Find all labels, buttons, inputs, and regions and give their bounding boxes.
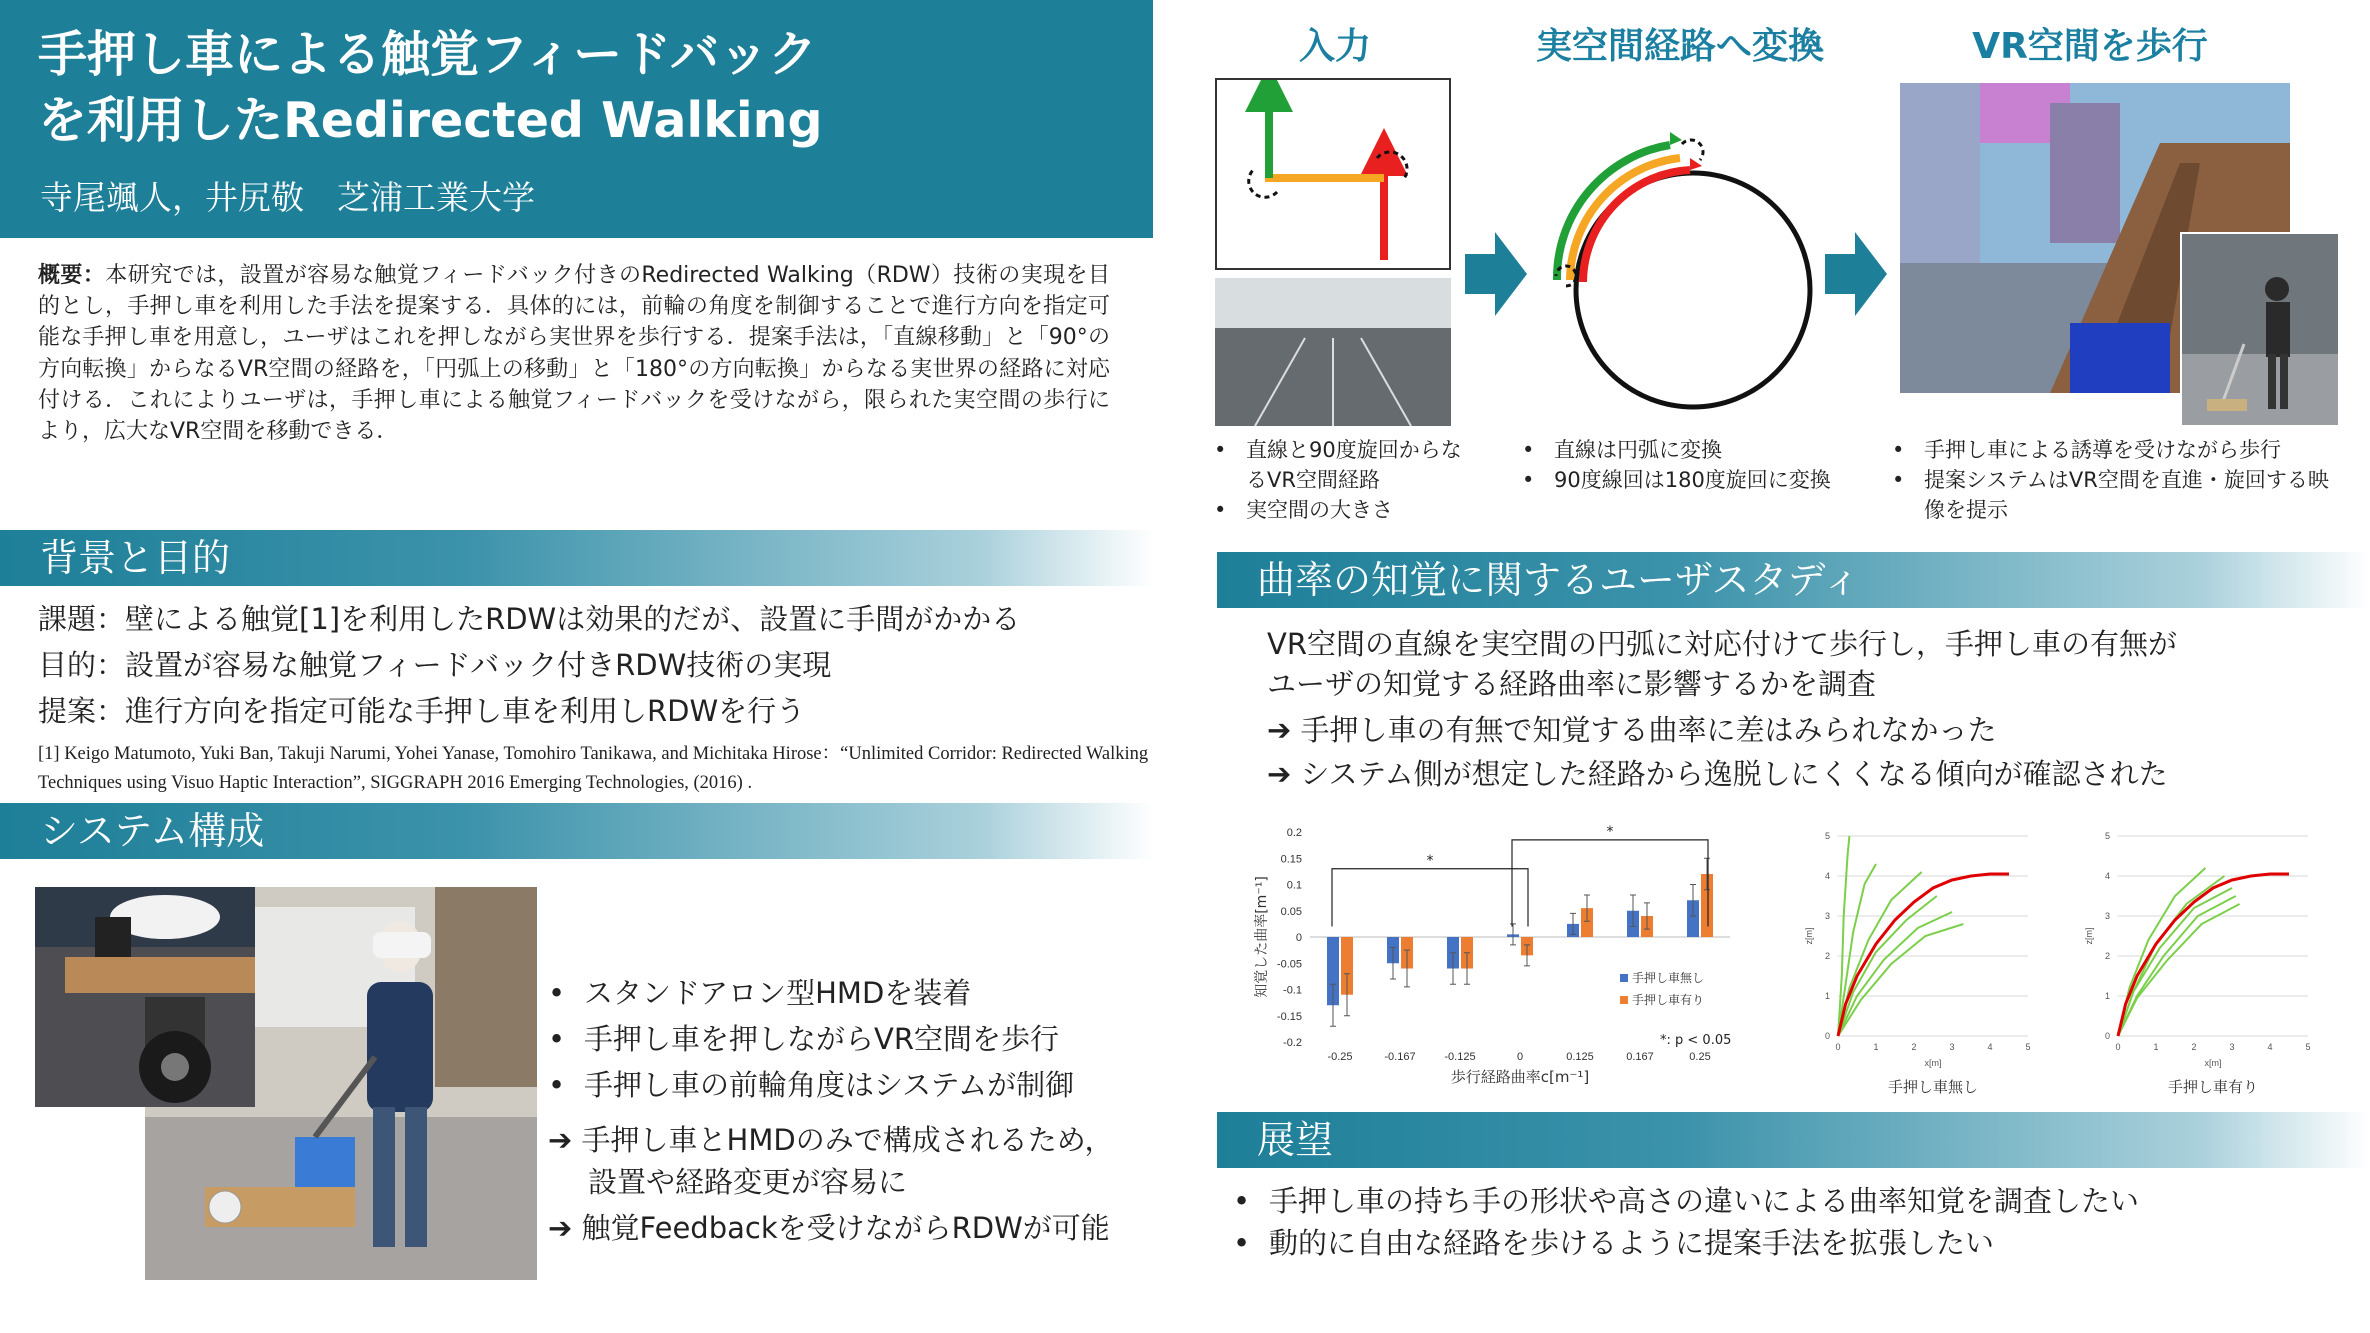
x-tick-label: 4 [2267,1042,2273,1052]
x-tick-label: 1 [2153,1042,2159,1052]
x-tick-label: -0.125 [1444,1051,1476,1063]
section-heading-outlook: 展望 [1217,1112,2370,1168]
y-tick-label: 2 [2104,951,2110,961]
y-tick-label: 3 [2104,911,2110,921]
parking-space-illustration [1215,278,1451,426]
y-tick-label: 4 [1824,871,1830,881]
significance-mark: * [1606,823,1614,840]
x-tick-label: 1 [1873,1042,1879,1052]
y-tick-label: -0.05 [1276,958,1302,971]
significance-bracket [1512,840,1708,927]
pipeline-arrow-icon-1 [1465,232,1527,316]
title-line-1: 手押し車による触覚フィードバック [38,26,818,83]
y-tick-label: 0.1 [1286,879,1302,892]
outlook-bullet-1: • 手押し車の持ち手の形状や高さの違いによる曲率知覚を調査したい [1233,1180,2139,1222]
reference-path [2118,874,2289,1036]
cart-wheel-illustration [35,887,255,1107]
user-walking-illustration [2182,234,2338,425]
pipeline-label-vr: VR空間を歩行 [1972,26,2208,67]
reference-path [1838,874,2009,1036]
x-axis-label: x[m] [1924,1058,1942,1068]
y-tick-label: 1 [1824,991,1830,1001]
y-tick-label: 1 [2104,991,2110,1001]
abstract-text: 本研究では，設置が容易な触覚フィードバック付きのRedirected Walking（RDW）技術の実現を目的とし，手押し車を利用した手法を提案する．具体的には，前輪の角度を制御することで進行方向を指定可能な手押し車を用意し，ユーザはこれを押しながら実世界を歩行する．提案手法は，「直線移動」と「90°の方向転換」からなるVR空間の経路を，「円弧上の移動」と「180°の方向転換」からなる実世界の経路に対応付ける．これによりユーザは，手押し車による触覚フィードバックを受けながら，限られた実空間の歩行により，広大なVR空間を移動できる． [38,263,1110,445]
x-tick-label: 0 [2115,1042,2121,1052]
trajectory-chart-with-cart [2080,818,2350,1098]
reference: [1] Keigo Matumoto, Yuki Ban, Takuji Narumi, Yohei Yanase, Tomohiro Tanikawa, and Michitaka Hirose：“Unlimited Corridor: Redirected Walking Techniques using Visuo Haptic Interaction”, SIGGRAPH 2016 Emerging Technologies, (2016) . [38,744,1149,793]
pipeline-arrow-icon-2 [1825,232,1887,316]
system-conclusion-1 [548,1118,1114,1159]
trial-path [2118,888,2232,1036]
system-conclusion-2 [548,1206,1110,1247]
x-tick-label: 0 [1835,1042,1841,1052]
vr-path-arrows [1217,80,1449,268]
study-result-2 [1267,752,2168,793]
vr-caption-guided: • 手押し車による誘導を受けながら歩行 [1890,436,2340,466]
y-tick-label: 0.15 [1280,853,1302,866]
study-result-1-text: 手押し車の有無で知覚する曲率に差はみられなかった [1300,713,1997,747]
pipeline-label-convert: 実空間経路へ変換 [1535,26,1824,67]
y-tick-label: 0.2 [1286,827,1302,839]
study-desc-2: ユーザの知覚する経路曲率に影響するかを調査 [1267,667,1877,701]
y-axis-label: 知覚した曲率[m⁻¹] [1254,876,1270,998]
y-axis-label: z[m] [2084,927,2094,945]
study-result-1 [1267,708,1997,749]
arrow-right-icon: ➔ [548,1123,582,1157]
system-conclusion-1-line2: 設置や経路変更が容易に [588,1165,908,1199]
poster-title [38,22,1138,154]
x-tick-label: 0.25 [1689,1051,1711,1063]
convert-caption-arc: • 直線は円弧に変換 [1520,436,1831,466]
significance-note: *: p < 0.05 [1660,1033,1732,1048]
section-heading-study: 曲率の知覚に関するユーザスタディ [1217,552,2370,608]
x-tick-label: 5 [2025,1042,2031,1052]
background-issue: 課題：壁による触覚[1]を利用したRDWは効果的だが、設置に手間がかかる [38,602,1021,636]
y-tick-label: 0.05 [1280,905,1302,918]
chart-title: 手押し車無し [1887,1078,1979,1096]
real-space-photo [1215,278,1451,426]
y-tick-label: 4 [2104,871,2110,881]
x-tick-label: 3 [2229,1042,2235,1052]
vr-path-diagram [1215,78,1451,270]
trajectory-chart-no-cart [1800,818,2070,1098]
y-axis-label: z[m] [1804,927,1814,945]
legend-swatch [1620,996,1628,1004]
circle-path-diagram [1530,120,1820,410]
x-tick-label: 3 [1949,1042,1955,1052]
arrow-right-icon: ➔ [1267,757,1301,791]
arrow-right-icon: ➔ [1267,713,1301,747]
y-tick-label: -0.15 [1276,1010,1302,1023]
y-tick-label: 3 [1824,911,1830,921]
cart-closeup-photo [35,887,255,1107]
input-captions [1212,436,1472,525]
abstract [38,260,1110,447]
x-tick-label: -0.25 [1327,1051,1353,1063]
x-tick-label: 0 [1516,1051,1524,1063]
y-tick-label: 5 [1824,831,1830,841]
significance-bracket [1332,869,1528,927]
vr-caption-video: • 提案システムはVR空間を直進・旋回する映像を提示 [1890,466,2340,526]
significance-mark: * [1426,852,1434,869]
arrow-right-icon: ➔ [548,1211,582,1245]
background-proposal: 提案：進行方向を指定可能な手押し車を利用しRDWを行う [38,694,806,728]
y-tick-label: 0 [1295,932,1302,944]
outlook-bullets [1233,1180,2139,1264]
title-line-2: を利用したRedirected Walking [38,92,823,150]
system-bullets [548,970,1074,1108]
pipeline-label-input: 入力 [1298,26,1371,67]
user-walking-photo [2180,232,2340,427]
curvature-bar-chart [1250,818,1770,1108]
legend-swatch [1620,974,1628,982]
convert-captions [1520,436,1831,496]
study-result-2-text: システム側が想定した経路から逸脱しにくくなる傾向が確認された [1300,757,2168,791]
authors: 寺尾颯人，井尻敬 芝浦工業大学 [40,178,535,217]
x-tick-label: 2 [2191,1042,2197,1052]
x-tick-label: -0.167 [1384,1051,1416,1063]
x-tick-label: 2 [1911,1042,1917,1052]
convert-caption-turn: • 90度線回は180度旋回に変換 [1520,466,1831,496]
x-axis-label: 歩行経路曲率c[m⁻¹] [1450,1068,1590,1086]
x-tick-label: 0.167 [1626,1051,1654,1063]
y-tick-label: 0 [2104,1031,2110,1041]
y-tick-label: 5 [2104,831,2110,841]
outlook-bullet-2: • 動的に自由な経路を歩けるように提案手法を拡張したい [1233,1222,2139,1264]
input-caption-size: • 実空間の大きさ [1212,496,1472,526]
x-axis-label: x[m] [2204,1058,2222,1068]
legend-label: 手押し車無し [1632,971,1705,985]
trial-path [1838,896,1937,1036]
section-heading-background: 背景と目的 [0,530,1153,586]
background-goal: 目的：設置が容易な触覚フィードバック付きRDW技術の実現 [38,648,832,682]
legend-label: 手押し車有り [1632,993,1705,1007]
vr-captions [1890,436,2340,525]
y-tick-label: -0.2 [1283,1037,1302,1049]
input-caption-path: • 直線と90度旋回からなるVR空間経路 [1212,436,1472,496]
system-bullet-walk: • 手押し車を押しながらVR空間を歩行 [548,1016,1074,1062]
x-tick-label: 5 [2305,1042,2311,1052]
study-desc-1: VR空間の直線を実空間の円弧に対応付けて歩行し，手押し車の有無が [1267,627,2177,661]
x-tick-label: 0.125 [1566,1051,1594,1063]
system-conclusion-1-line1: 手押し車とHMDのみで構成されるため， [581,1123,1114,1157]
x-tick-label: 4 [1987,1042,1993,1052]
abstract-label: 概要： [38,263,106,288]
y-tick-label: 2 [1824,951,1830,961]
y-tick-label: 0 [1824,1031,1830,1041]
system-bullet-wheel: • 手押し車の前輪角度はシステムが制御 [548,1062,1074,1108]
y-tick-label: -0.1 [1283,984,1302,997]
chart-title: 手押し車有り [2167,1078,2259,1096]
system-bullet-hmd: • スタンドアロン型HMDを装着 [548,970,1074,1016]
section-heading-system: システム構成 [0,803,1153,859]
system-conclusion-2-text: 触覚Feedbackを受けながらRDWが可能 [581,1211,1110,1245]
